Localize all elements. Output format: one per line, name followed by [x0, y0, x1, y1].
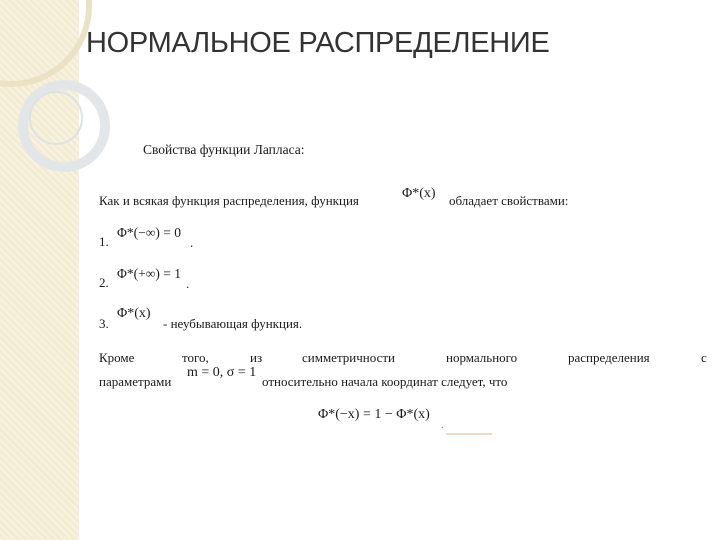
formula-period: . — [441, 420, 444, 431]
item2-formula: Φ*(+∞) = 1 — [117, 266, 181, 281]
para-word-1: Кроме — [99, 350, 135, 365]
decorative-ring-inner — [29, 91, 83, 145]
para-word-2: того, — [182, 350, 209, 365]
section-heading: Свойства функции Лапласа: — [143, 142, 305, 157]
para2-text: параметрами — [99, 374, 172, 389]
symmetry-formula: Φ*(−x) = 1 − Φ*(x) — [318, 407, 430, 422]
para-word-4: симметричности — [302, 350, 395, 365]
underline-mark — [446, 433, 492, 435]
slide-title: НОРМАЛЬНОЕ РАСПРЕДЕЛЕНИЕ — [86, 27, 550, 59]
para2-formula: m = 0, σ = 1 — [187, 365, 257, 380]
para2-text-end: относительно начала координат следует, что — [262, 374, 508, 389]
item2-number: 2. — [99, 275, 109, 290]
item3-number: 3. — [99, 316, 109, 331]
item1-period: . — [190, 235, 194, 250]
intro-text: Как и всякая функция распределения, функция — [99, 193, 359, 208]
para-word-5: нормального — [446, 350, 518, 365]
item3-formula: Φ*(x) — [117, 306, 151, 321]
intro-text-end: обладает свойствами: — [449, 193, 569, 208]
para-word-7: с — [701, 350, 707, 365]
decorative-sidebar — [0, 0, 79, 540]
item1-formula: Φ*(−∞) = 0 — [117, 225, 181, 240]
intro-formula: Φ*(x) — [402, 186, 436, 201]
item2-period: . — [186, 276, 190, 291]
para-word-3: из — [250, 350, 263, 365]
item1-number: 1. — [99, 234, 109, 249]
decorative-ring-large — [0, 0, 92, 87]
item3-text: - неубывающая функция. — [163, 316, 303, 331]
para-word-6: распределения — [568, 350, 650, 365]
